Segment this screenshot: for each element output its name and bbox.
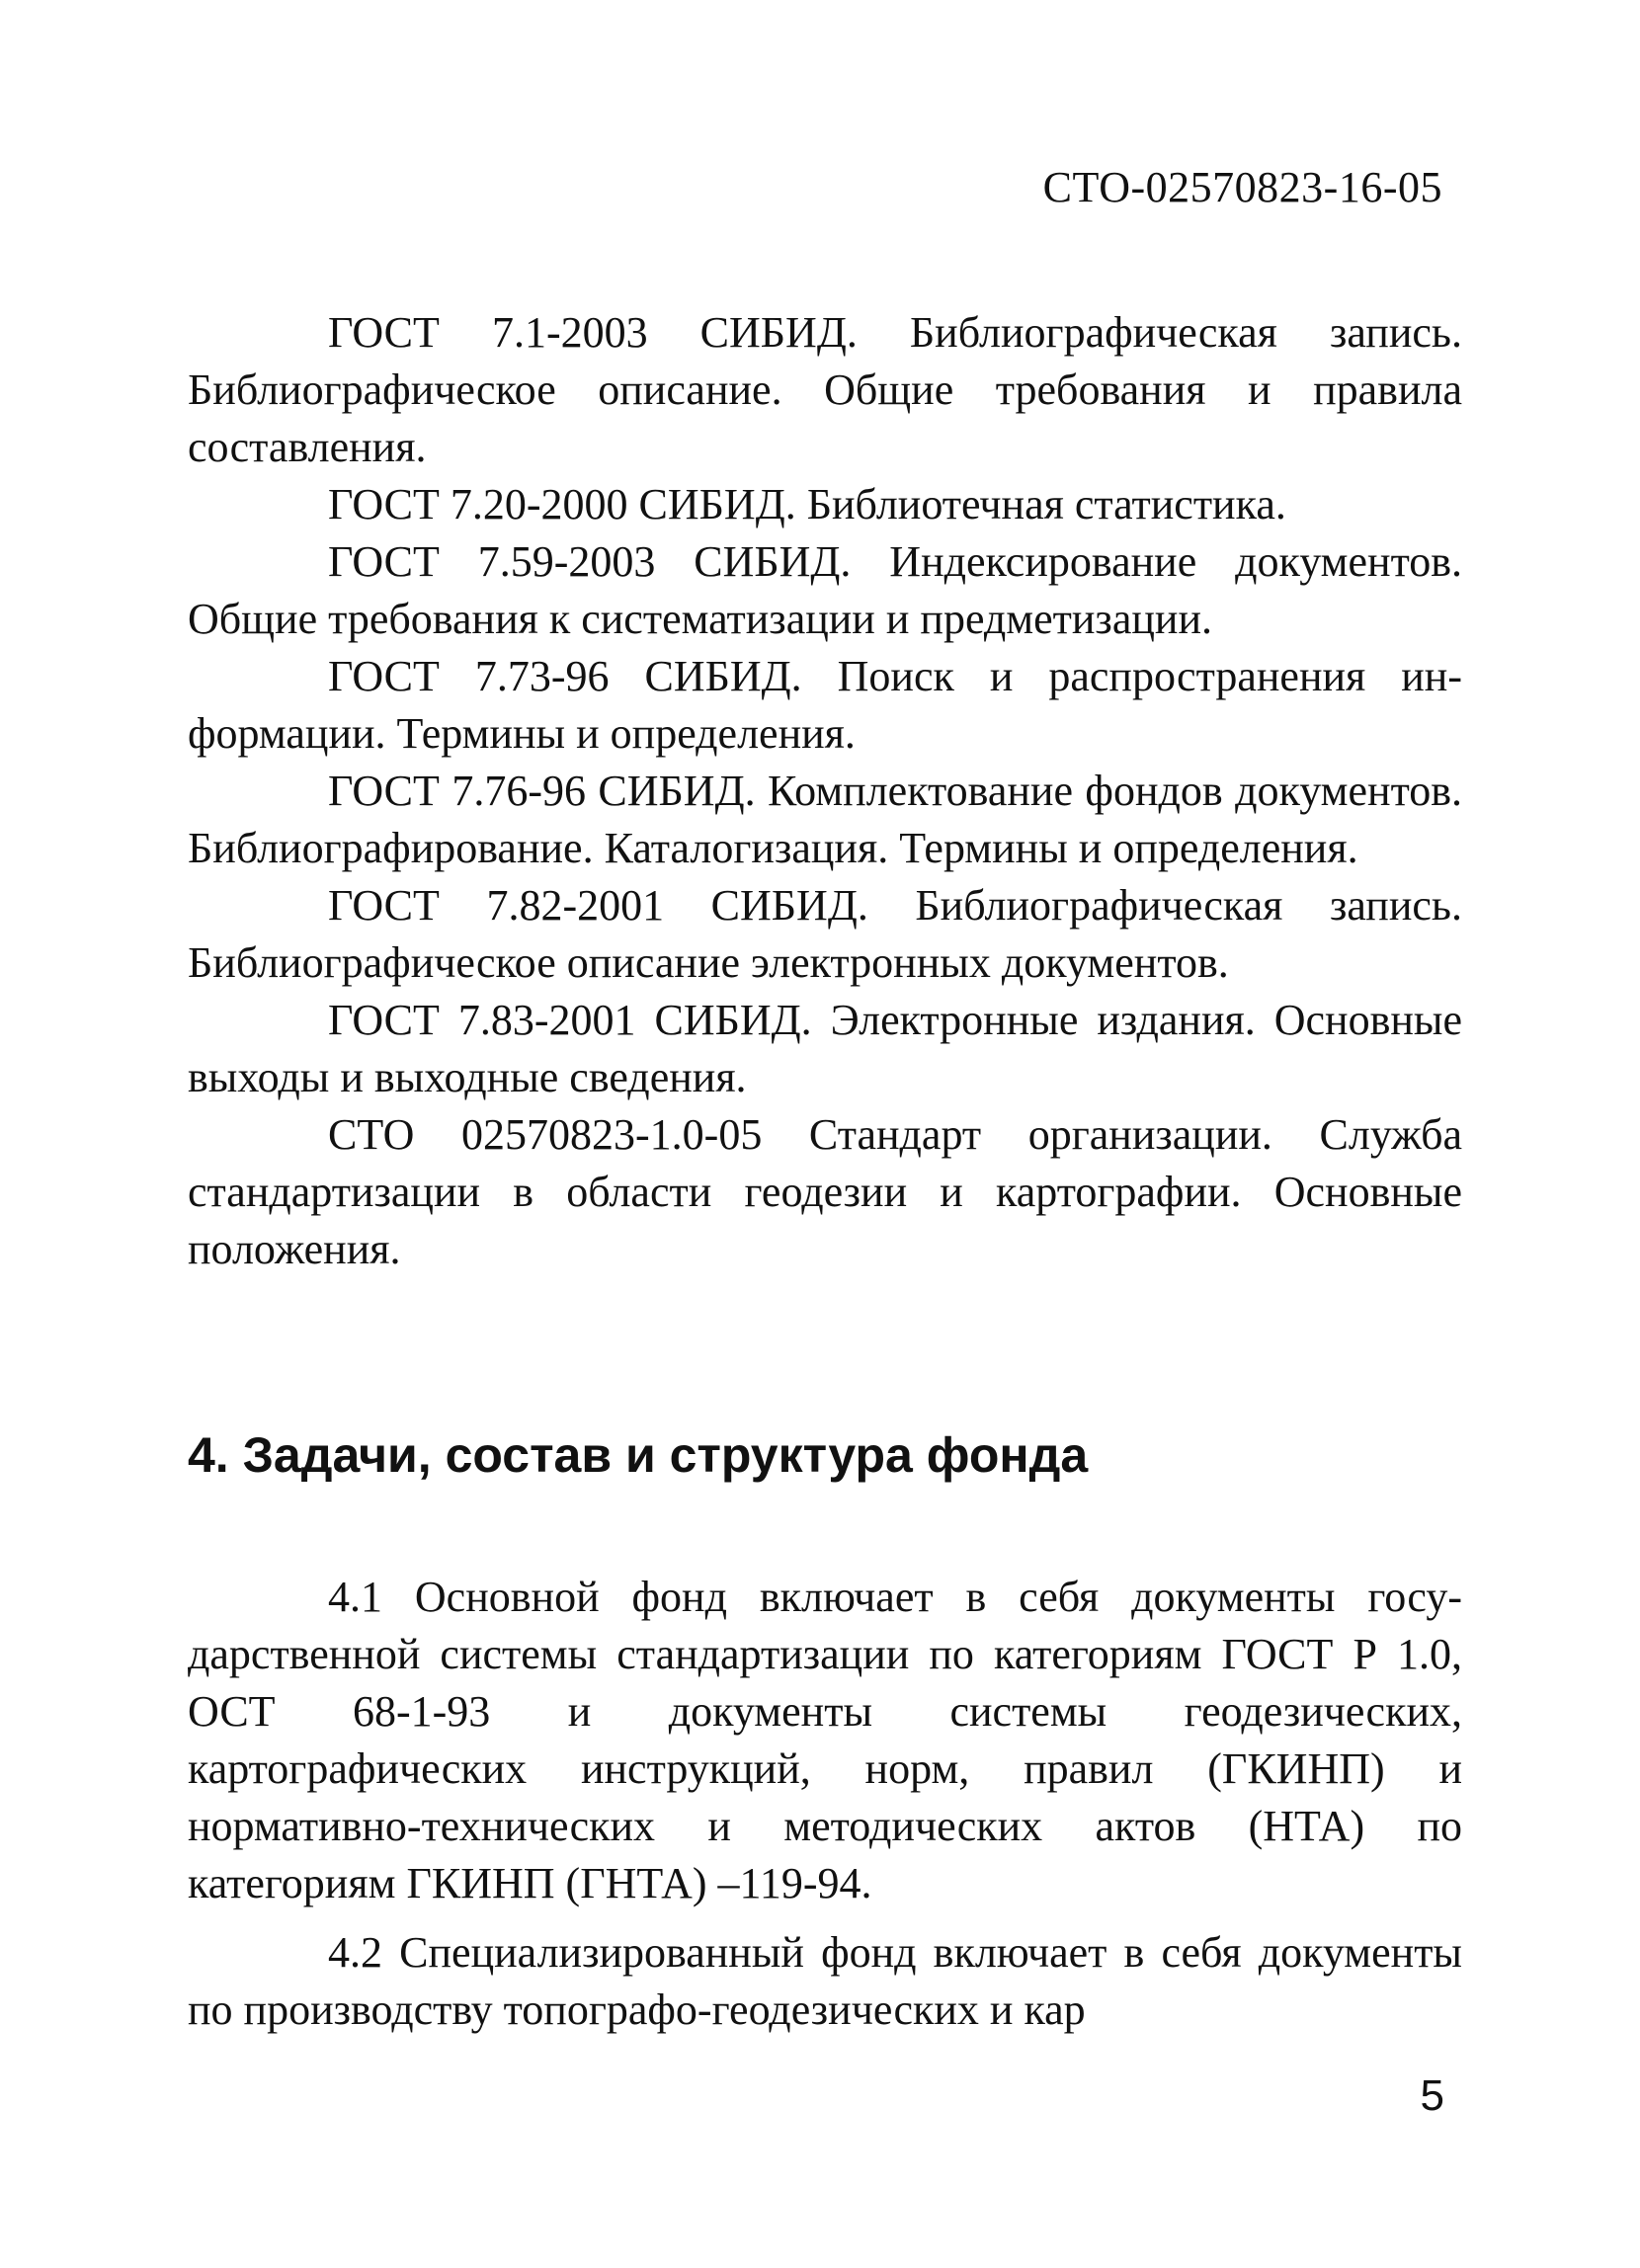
reference-item: ГОСТ 7.76-96 СИБИД. Комплектование фондов документов. Библиографирование. Каталогизация. Термины и определения. — [188, 767, 1462, 872]
reference-item: ГОСТ 7.1-2003 СИБИД. Библиографическая запись. Библиографическое описание. Общие требования и правила составления. — [188, 308, 1462, 471]
reference-item: ГОСТ 7.83-2001 СИБИД. Электронные издания. Основные выходы и выходные сведения. — [188, 996, 1462, 1101]
section-heading: 4. Задачи, состав и структура фонда — [188, 1427, 1089, 1483]
reference-item: ГОСТ 7.59-2003 СИБИД. Индексирование документов. Общие требования к систематизации и предметизации. — [188, 537, 1462, 643]
section-body — [188, 1569, 1462, 2039]
reference-item: ГОСТ 7.82-2001 СИБИД. Библиографическая запись. Библиографическое описание электронных документов. — [188, 881, 1462, 987]
references-list — [188, 304, 1462, 1278]
section-paragraph: 4.2 Специализированный фонд включает в себя документы по производству топографо-геодезических и кар — [188, 1928, 1462, 2034]
page-number: 5 — [1420, 2071, 1444, 2120]
reference-item: ГОСТ 7.73-96 СИБИД. Поиск и распространения информации. Термины и определения. — [188, 652, 1462, 758]
document-code: СТО-02570823-16-05 — [1042, 163, 1442, 211]
reference-item: СТО 02570823-1.0-05 Стандарт организации. Служба стандартизации в области геодезии и картографии. Основные положения. — [188, 1110, 1462, 1273]
section-paragraph: 4.1 Основной фонд включает в себя документы государственной системы стандартизации по категориям ГОСТ Р 1.0, ОСТ 68-1-93 и документы системы геодезических, картографических инструкций, норм, правил (ГКИНП) и нормативно-технических и методических актов (НТА) по категориям ГКИНП (ГНТА) –119-94. — [188, 1573, 1462, 1907]
reference-item: ГОСТ 7.20-2000 СИБИД. Библиотечная статистика. — [328, 480, 1286, 528]
